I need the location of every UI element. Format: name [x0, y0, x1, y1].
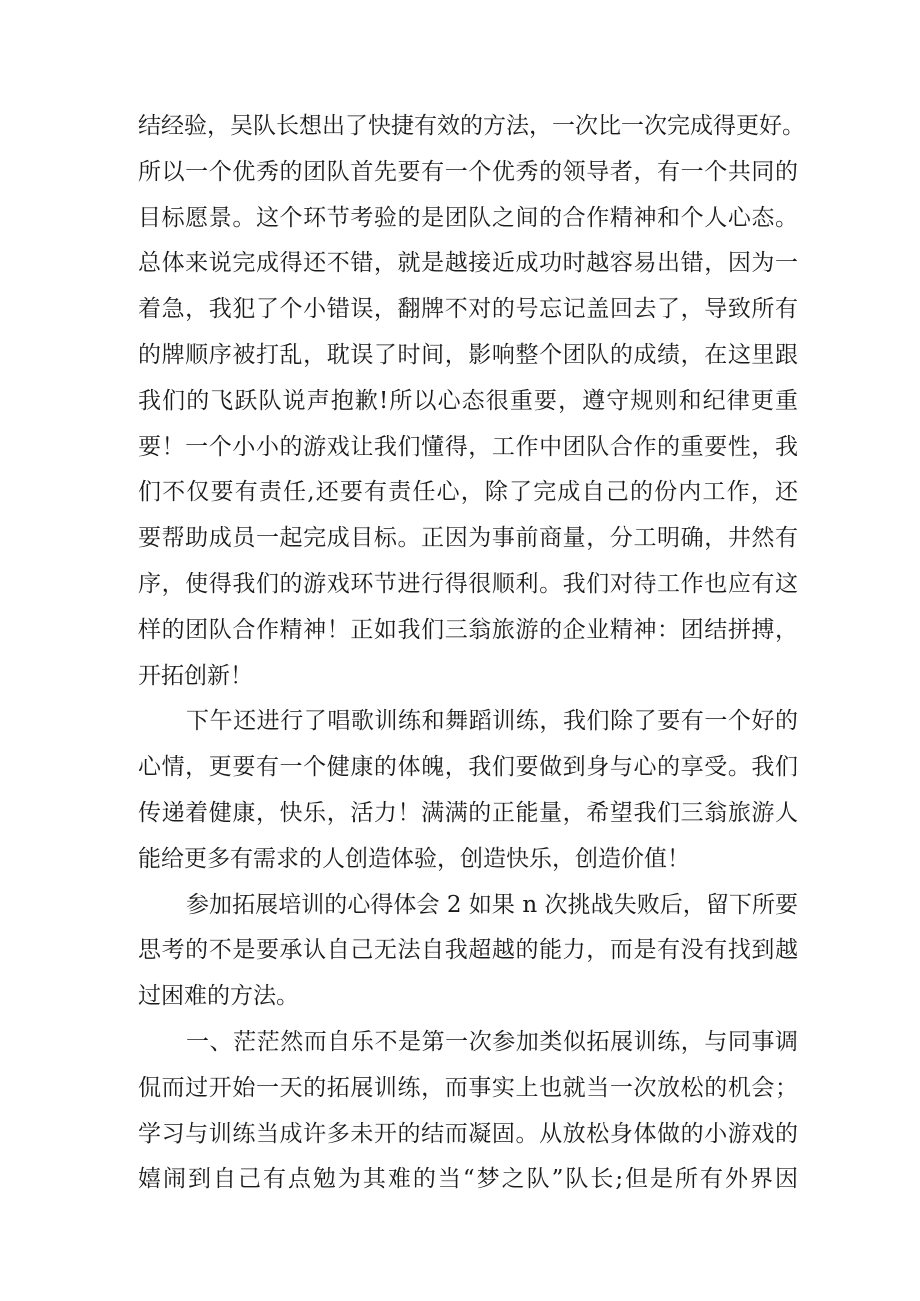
- paragraph-4: [138, 1020, 798, 1203]
- document-body: [138, 104, 805, 1203]
- text-line: 能给更多有需求的人创造体验，创造快乐，创造价值！: [138, 845, 690, 872]
- text-line: 要帮助成员一起完成目标。正因为事前商量，分工明确，井然有: [138, 525, 798, 552]
- text-line: 嬉闹到自己有点勉为其难的当“梦之队”队长;但是所有外界因: [138, 1166, 798, 1193]
- text-line: 我们的飞跃队说声抱歉!所以心态很重要，遵守规则和纪律更重: [138, 387, 798, 414]
- text-line: 结经验，吴队长想出了快捷有效的方法，一次比一次完成得更好。: [138, 113, 805, 139]
- text-line: 所以一个优秀的团队首先要有一个优秀的领导者，有一个共同的: [138, 158, 798, 185]
- text-line: 们不仅要有责任,还要有责任心，除了完成自己的份内工作，还: [138, 479, 798, 506]
- text-line: 过困难的方法。: [138, 983, 299, 1010]
- text-line: 要！一个小小的游戏让我们懂得，工作中团队合作的重要性，我: [138, 433, 798, 460]
- paragraph-2: [138, 699, 798, 882]
- paragraph-1: [138, 104, 805, 699]
- text-line: 的牌顺序被打乱，耽误了时间，影响整个团队的成绩，在这里跟: [138, 341, 798, 368]
- text-line: 样的团队合作精神！正如我们三翁旅游的企业精神：团结拼搏，: [138, 616, 798, 643]
- text-line: 下午还进行了唱歌训练和舞蹈训练，我们除了要有一个好的: [186, 708, 798, 735]
- paragraph-3: [138, 883, 798, 1020]
- text-line: 开拓创新！: [138, 662, 253, 689]
- text-line: 目标愿景。这个环节考验的是团队之间的合作精神和个人心态。: [138, 204, 798, 231]
- text-line: 总体来说完成得还不错，就是越接近成功时越容易出错，因为一: [138, 250, 798, 277]
- text-line: 序，使得我们的游戏环节进行得很顺利。我们对待工作也应有这: [138, 570, 798, 597]
- text-line: 心情，更要有一个健康的体魄，我们要做到身与心的享受。我们: [138, 754, 798, 781]
- text-line: 学习与训练当成许多未开的结而凝固。从放松身体做的小游戏的: [138, 1120, 798, 1147]
- text-line: 传递着健康，快乐，活力！满满的正能量，希望我们三翁旅游人: [138, 799, 798, 826]
- text-line: 着急，我犯了个小错误，翻牌不对的号忘记盖回去了，导致所有: [138, 296, 798, 323]
- text-line: 侃而过开始一天的拓展训练，而事实上也就当一次放松的机会；: [138, 1074, 798, 1101]
- text-line: 一、茫茫然而自乐不是第一次参加类似拓展训练，与同事调: [186, 1028, 798, 1055]
- text-line: 思考的不是要承认自己无法自我超越的能力，而是有没有找到越: [138, 937, 798, 964]
- text-line: 参加拓展培训的心得体会 2 如果 n 次挑战失败后，留下所要: [186, 891, 798, 918]
